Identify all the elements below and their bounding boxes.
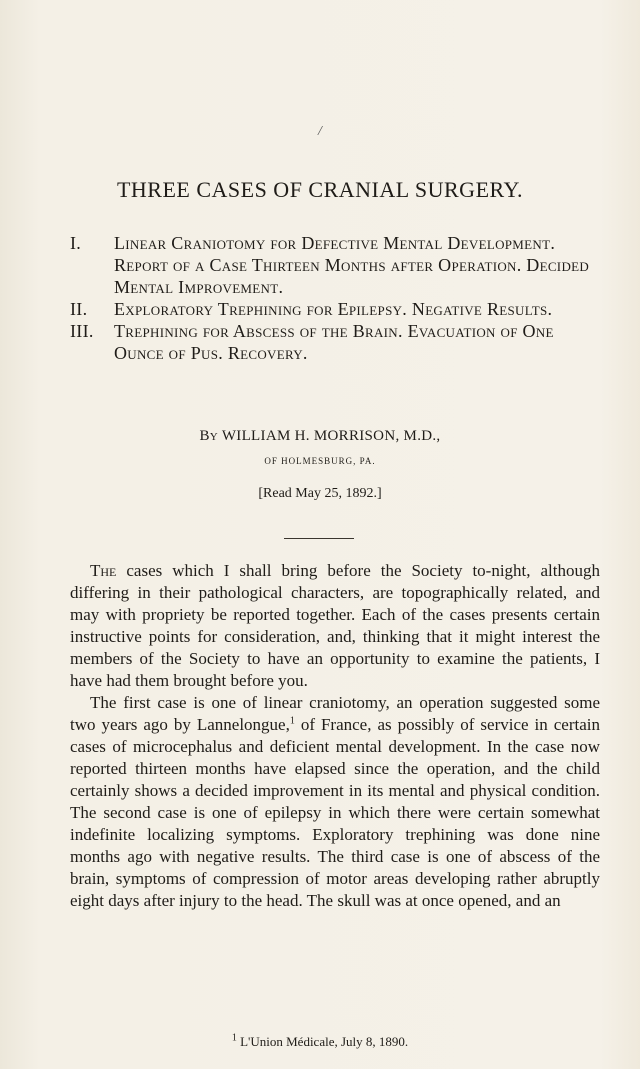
footnote-text: L'Union Médicale, July 8, 1890.	[236, 1034, 409, 1049]
case-item-2	[70, 298, 600, 320]
paragraph	[70, 560, 600, 692]
read-date: [Read May 25, 1892.]	[258, 486, 382, 501]
body-text	[70, 560, 600, 912]
stray-mark: /	[318, 124, 322, 139]
paper-title: THREE CASES OF CRANIAL SURGERY.	[116, 177, 524, 202]
paragraph-text: cases which I shall bring before the Society to-night, although differing in their pathological characters, are topographically related, and may with propriety be reported together. Each of the cases presents certain instructive points for consideration, and, thinking that it might interest the members of the Society to have an opportunity to examine the patients, I have had them brought before you.	[70, 561, 600, 690]
case-item-3	[70, 320, 600, 364]
footnote-mark: 1	[231, 1032, 237, 1044]
case-number: III.	[70, 321, 94, 341]
paragraph-text: The first case is one of linear craniotomy, an operation suggested some two years ago by Lannelongue,	[70, 693, 600, 734]
case-title: Linear Craniotomy for Defective Mental Development. Report of a Case Thirteen Months after Operation. Decided Mental Improvement.	[114, 233, 590, 297]
byline-prefix: By	[199, 428, 219, 444]
footnote-ref[interactable]: 1	[289, 715, 295, 727]
case-number: II.	[70, 299, 88, 319]
case-title: Exploratory Trephining for Epilepsy. Negative Results.	[114, 299, 553, 319]
footnote	[0, 1034, 640, 1050]
section-divider	[284, 538, 354, 539]
case-title: Trephining for Abscess of the Brain. Evacuation of One Ounce of Pus. Recovery.	[114, 321, 554, 363]
paragraph-text: of France, as possibly of service in certain cases of microcephalus and deficient mental development. In the case now reported thirteen months have elapsed since the operation, and the child certainly shows a decided improvement in its mental and physical condition. The second case is one of epilepsy in which there were certain somewhat indefinite localizing symptoms. Exploratory trephining was done nine months ago with negative results. The third case is one of abscess of the brain, symptoms of compression of motor areas developing rather abruptly eight days after injury to the head. The skull was at once opened, and an	[70, 715, 600, 910]
case-list	[70, 232, 600, 364]
author-name: WILLIAM H. MORRISON, M.D.,	[221, 428, 441, 444]
case-number: I.	[70, 233, 82, 253]
author-byline	[0, 428, 640, 445]
paragraph	[70, 692, 600, 912]
lead-word: The	[90, 561, 117, 580]
author-affiliation: OF HOLMESBURG, PA.	[264, 456, 376, 466]
case-item-1	[70, 232, 600, 298]
